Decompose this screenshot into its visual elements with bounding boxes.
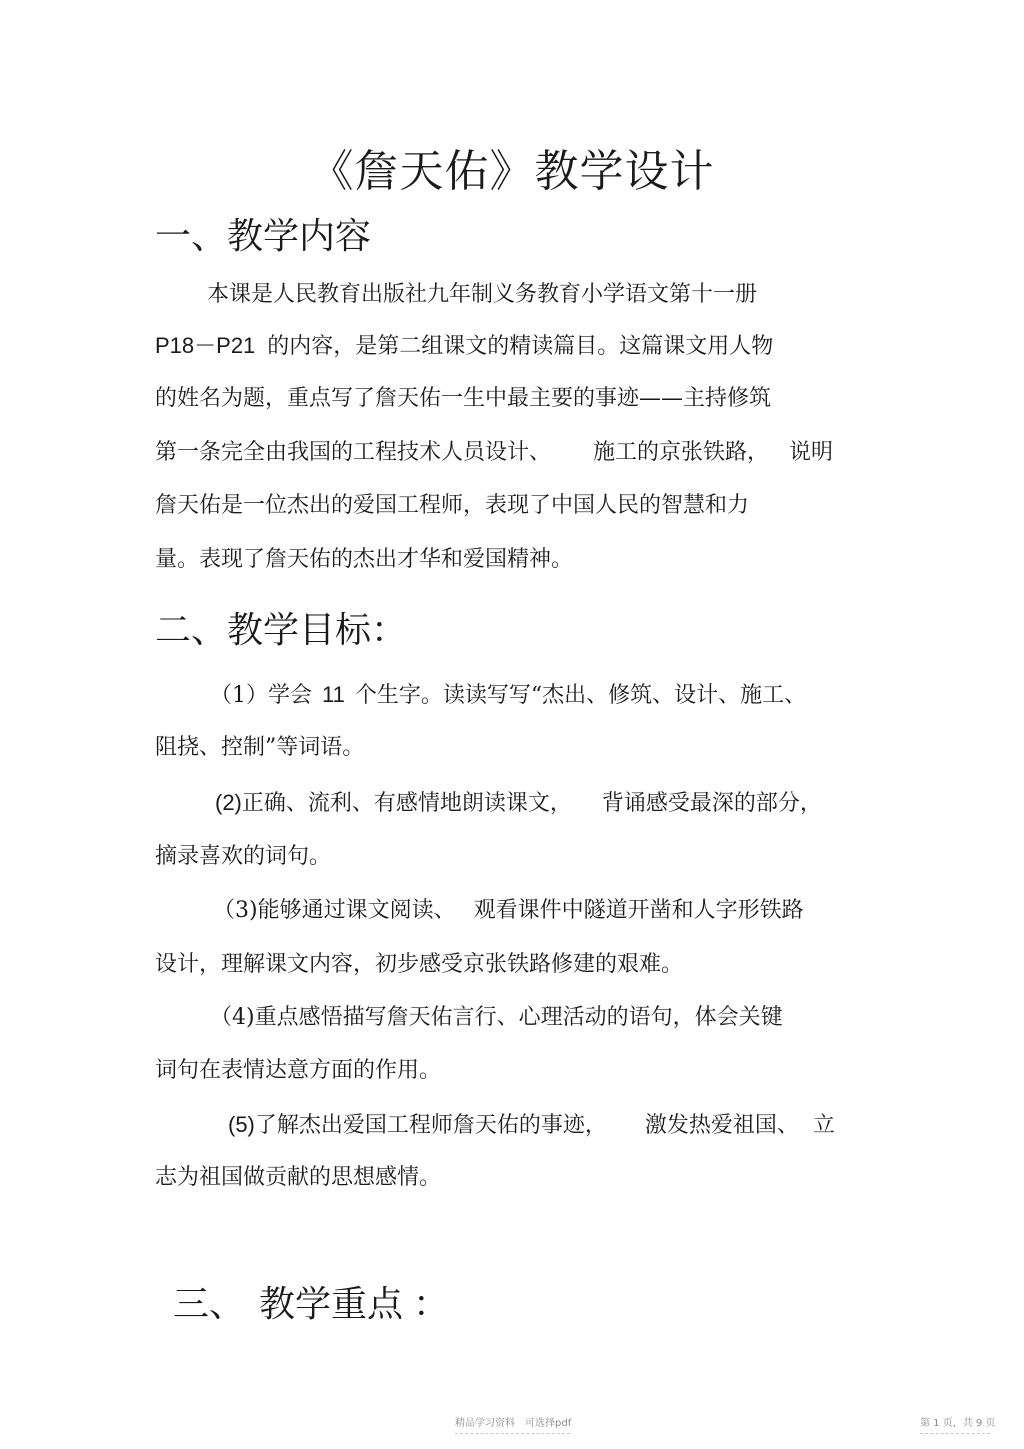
text-span: ：: [413, 1284, 450, 1325]
goal-item-5-line-1: [228, 1110, 835, 1141]
text-span: 三、: [173, 1284, 246, 1325]
goal-item-5-line-2: [155, 1163, 441, 1193]
text-span: 阻挠、控制”等词语。: [155, 735, 365, 760]
text-span: 教学重点: [259, 1284, 404, 1325]
goal-item-1-line-1: [210, 680, 806, 711]
goal-item-2-line-2: [155, 842, 331, 872]
text-span: 个生字。读读写写“杰出、修筑、设计、施工、: [354, 683, 807, 708]
text-span: 激发热爱祖国、: [644, 1113, 799, 1138]
goal-item-3-line-1: [213, 896, 804, 926]
text-span: 背诵感受最深的部分，: [601, 791, 822, 816]
text-span: 立: [812, 1113, 835, 1138]
paragraph-line: [155, 491, 749, 521]
section-heading-key-points: [173, 1281, 449, 1329]
footer-divider: [455, 1433, 570, 1434]
text-span: 施工的京张铁路，: [593, 440, 770, 465]
text-span: 设计，理解课文内容，初步感受京张铁路修建的艰难。: [155, 952, 684, 977]
text-span: 量。表现了詹天佑的杰出才华和爱国精神。: [155, 547, 574, 572]
paragraph-line: [155, 545, 573, 575]
text-span: 说明: [789, 440, 834, 465]
text-span: 本课是人民教育出版社九年制义务教育小学语文第十一册: [207, 282, 758, 307]
text-span: 重点感悟描写詹天佑言行、心理活动的语句，体会关键: [254, 1005, 783, 1030]
text-span: 能够通过课文阅读、: [257, 898, 456, 923]
goal-item-4-line-2: [155, 1056, 441, 1086]
text-span: 正确、流利、有感情地朗读课文，: [241, 791, 572, 816]
text-span: 摘录喜欢的词句。: [155, 844, 332, 869]
section-heading-goals: 二、教学目标：: [155, 610, 408, 651]
footer-watermark: 精品学习资料 可选择pdf: [455, 1418, 572, 1429]
goal-number: (2): [215, 790, 242, 815]
paragraph-line: [155, 331, 773, 362]
goal-number: （1）: [210, 683, 268, 708]
goal-number: （4): [210, 1005, 255, 1030]
page-title: 《詹天佑》教学设计: [309, 146, 715, 197]
paragraph-line: [155, 384, 771, 414]
goal-item-4-line-1: [210, 1003, 783, 1033]
text-span: 第一条完全由我国的工程技术人员设计、: [155, 440, 552, 465]
text-span: 志为祖国做贡献的思想感情。: [155, 1165, 442, 1190]
goal-number: （3): [213, 898, 258, 923]
footer-divider: [920, 1433, 990, 1434]
text-span: 了解杰出爱国工程师詹天佑的事迹，: [254, 1113, 607, 1138]
text-span: 观看课件中隧道开凿和人字形铁路: [473, 898, 804, 923]
goal-item-3-line-2: [155, 950, 683, 980]
paragraph-line: [207, 280, 757, 310]
goal-item-2-line-1: [215, 788, 822, 819]
paragraph-line: [155, 438, 833, 468]
section-heading-content: 一、教学内容: [155, 216, 372, 257]
text-span: 詹天佑是一位杰出的爱国工程师，表现了中国人民的智慧和力: [155, 493, 750, 518]
goal-number: (5): [228, 1112, 255, 1137]
count-number: 11: [322, 682, 345, 707]
text-span: 词句在表情达意方面的作用。: [155, 1058, 442, 1083]
text-span: 的姓名为题，重点写了詹天佑一生中最主要的事迹——主持修筑: [155, 386, 772, 411]
goal-item-1-line-2: [155, 733, 364, 763]
page-number: 第 1 页，共 9 页: [920, 1418, 996, 1429]
text-span: 的内容，是第二组课文的精读篇目。这篇课文用人物: [267, 334, 774, 359]
page-range: P18－P21: [155, 333, 256, 358]
text-span: 学会: [268, 683, 313, 708]
